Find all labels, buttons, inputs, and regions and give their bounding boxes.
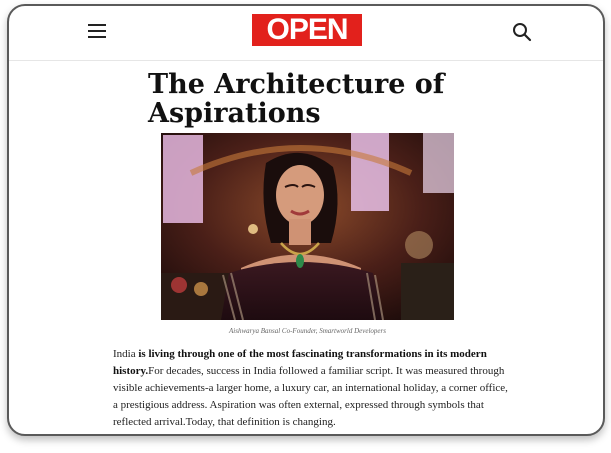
- logo-text: OPEN: [266, 13, 348, 46]
- body-rest: For decades, success in India followed a familiar script. It was measured through visible achievements-a larger home, a luxury car, an international holiday, a corner office, a prestigious address. Aspiration was often external, expressed through symbols that reflected arrival.Today, that definition is changing.: [113, 365, 508, 428]
- search-icon[interactable]: [512, 22, 532, 42]
- device-frame: [7, 4, 605, 436]
- article-hero-image: [161, 133, 454, 320]
- top-navigation-bar: [9, 6, 603, 61]
- article-title: The Architecture of Aspirations: [148, 69, 445, 129]
- article-body-paragraph: [113, 346, 513, 431]
- hamburger-menu-icon[interactable]: [88, 24, 106, 38]
- body-lead-bold: is living through one of the most fascinating transformations in its modern history.: [113, 348, 487, 377]
- site-logo[interactable]: [252, 14, 362, 46]
- image-caption: Aishwarya Bansal Co-Founder, Smartworld Developers: [229, 327, 386, 335]
- body-lead-plain: India: [113, 348, 139, 360]
